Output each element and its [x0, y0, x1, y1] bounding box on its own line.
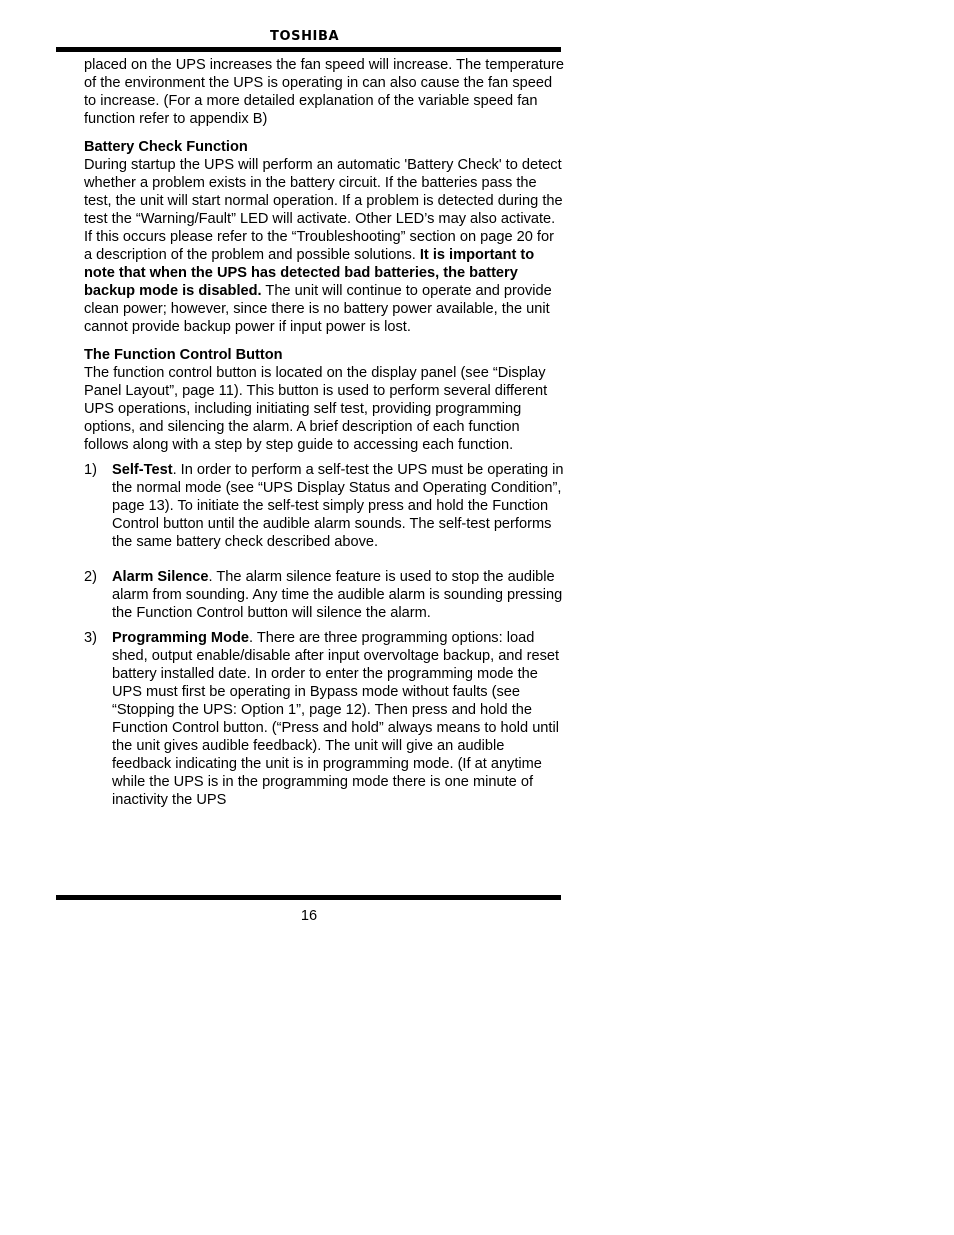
page-number: 16 — [300, 908, 318, 924]
header-rule — [56, 47, 561, 52]
list-item-title: Programming Mode — [112, 630, 250, 646]
page-content — [84, 56, 564, 809]
brand-logo: TOSHIBA — [270, 29, 340, 44]
battery-check-warning: It is important to note that when the UPS has detected bad batteries, the battery backup mode is disabled. — [84, 247, 535, 299]
battery-check-paragraph — [84, 156, 564, 336]
intro-paragraph: placed on the UPS increases the fan speed will increase. The temperature of the environment the UPS is operating in can also cause the fan speed to increase. (For a more detailed explanation of the variable speed fan function refer to appendix B) — [84, 57, 564, 127]
footer-rule — [56, 895, 561, 900]
battery-check-text-1: During startup the UPS will perform an automatic 'Battery Check' to detect whether a problem exists in the battery circuit. If the batteries pass the test, the unit will start normal operation. If a problem is detected during the test the “Warning/Fault” LED will activate. Other LED’s may also activate. If this occurs please refer to the “Troubleshooting” section on page 20 for a description of the problem and possible solutions. — [84, 157, 563, 263]
list-number: 1) — [84, 462, 97, 478]
list-item-title: Self-Test — [112, 462, 173, 478]
list-item-text: . There are three programming options: load shed, output enable/disable after input overvoltage backup, and reset battery installed date. In order to enter the programming mode the UPS must first be operating in Bypass mode without faults (see “Stopping the UPS: Option 1”, page 12). Then press and hold the Function Control button. (“Press and hold” always means to hold until the unit gives audible feedback). The unit will give an audible feedback indicating the unit is in programming mode. (If at anytime while the UPS is in the programming mode there is one minute of inactivity the UPS — [112, 630, 560, 808]
function-control-paragraph: The function control button is located on the display panel (see “Display Panel Layout”, page 11). This button is used to perform several different UPS operations, including initiating self test, providing programming options, and silencing the alarm. A brief description of each function follows along with a step by step guide to accessing each function. — [84, 365, 548, 453]
battery-check-heading: Battery Check Function — [84, 139, 248, 155]
list-item-self-test — [84, 461, 564, 551]
list-number: 2) — [84, 569, 97, 585]
list-item-title: Alarm Silence — [112, 569, 209, 585]
list-item-text: . In order to perform a self-test the UPS must be operating in the normal mode (see “UPS Display Status and Operating Condition”, page 13). To initiate the self-test simply press and hold the Function Control button until the audible alarm sounds. The self-test performs the same battery check described above. — [112, 462, 564, 550]
list-item-programming-mode — [84, 629, 564, 809]
list-item-alarm-silence — [84, 568, 564, 622]
list-number: 3) — [84, 630, 97, 646]
battery-check-text-2: The unit will continue to operate and provide clean power; however, since there is no battery power available, the unit cannot provide backup power if input power is lost. — [84, 283, 552, 335]
list-item-text: . The alarm silence feature is used to stop the audible alarm from sounding. Any time the audible alarm is sounding pressing the Function Control button will silence the alarm. — [112, 569, 563, 621]
function-control-heading: The Function Control Button — [84, 347, 283, 363]
